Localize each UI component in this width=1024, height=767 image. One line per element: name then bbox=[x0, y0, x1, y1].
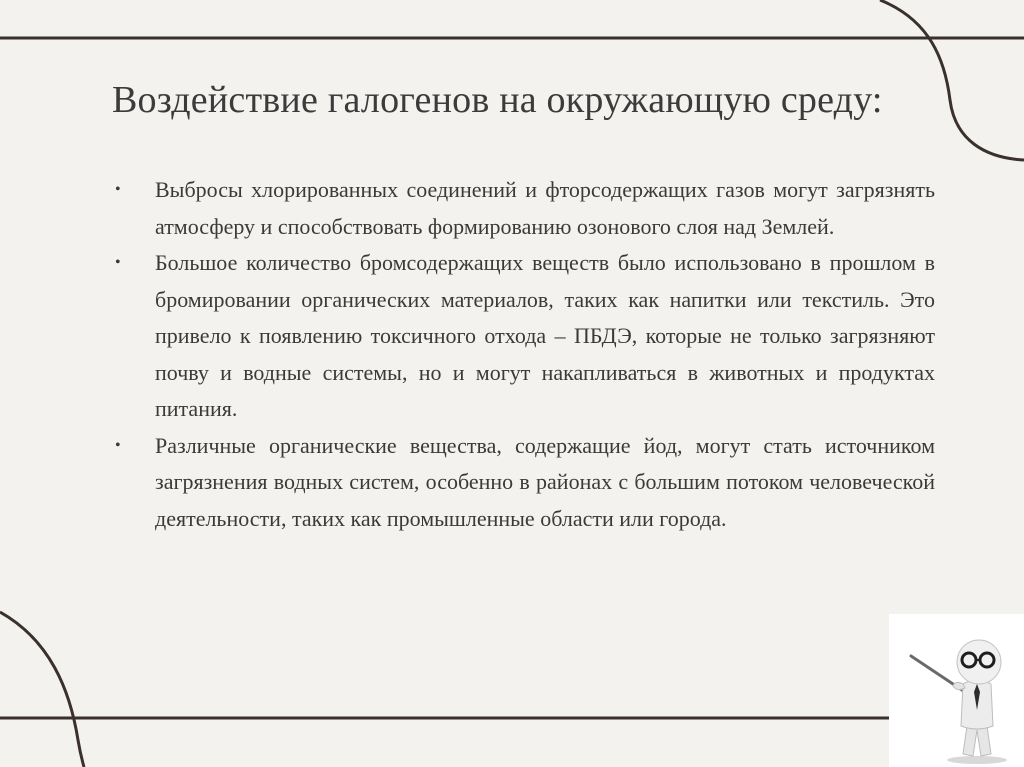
list-item bbox=[115, 172, 935, 245]
bullet-text: Различные органические вещества, содержащие йод, могут стать источником загрязнения водных систем, особенно в районах с большим потоком человеческой деятельности, таких как промышленные области или города. bbox=[155, 432, 935, 531]
slide-title: Воздействие галогенов на окружающую среду: bbox=[112, 79, 883, 121]
bullet-list bbox=[115, 172, 935, 537]
bullet-marker: • bbox=[115, 254, 121, 271]
teacher-with-pointer-icon bbox=[889, 614, 1024, 767]
bullet-marker: • bbox=[115, 436, 121, 454]
list-item bbox=[115, 245, 935, 428]
list-item bbox=[115, 428, 935, 538]
bullet-text: Выбросы хлорированных соединений и фторсодержащих газов могут загрязнять атмосферу и способствовать формированию озонового слоя над Землей. bbox=[155, 177, 935, 239]
bullet-marker: • bbox=[115, 181, 121, 198]
figure-shadow bbox=[947, 756, 1007, 764]
bottom-left-curve bbox=[0, 612, 84, 767]
figure-legs bbox=[963, 726, 991, 756]
bullet-text: Большое количество бромсодержащих веществ было использовано в прошлом в бромировании органических материалов, таких как напитки или текстиль. Это привело к появлению токсичного отхода – ПБДЭ, которые не только загрязняют почву и водные системы, но и могут накапливаться в животных и продуктах питания. bbox=[155, 250, 935, 421]
